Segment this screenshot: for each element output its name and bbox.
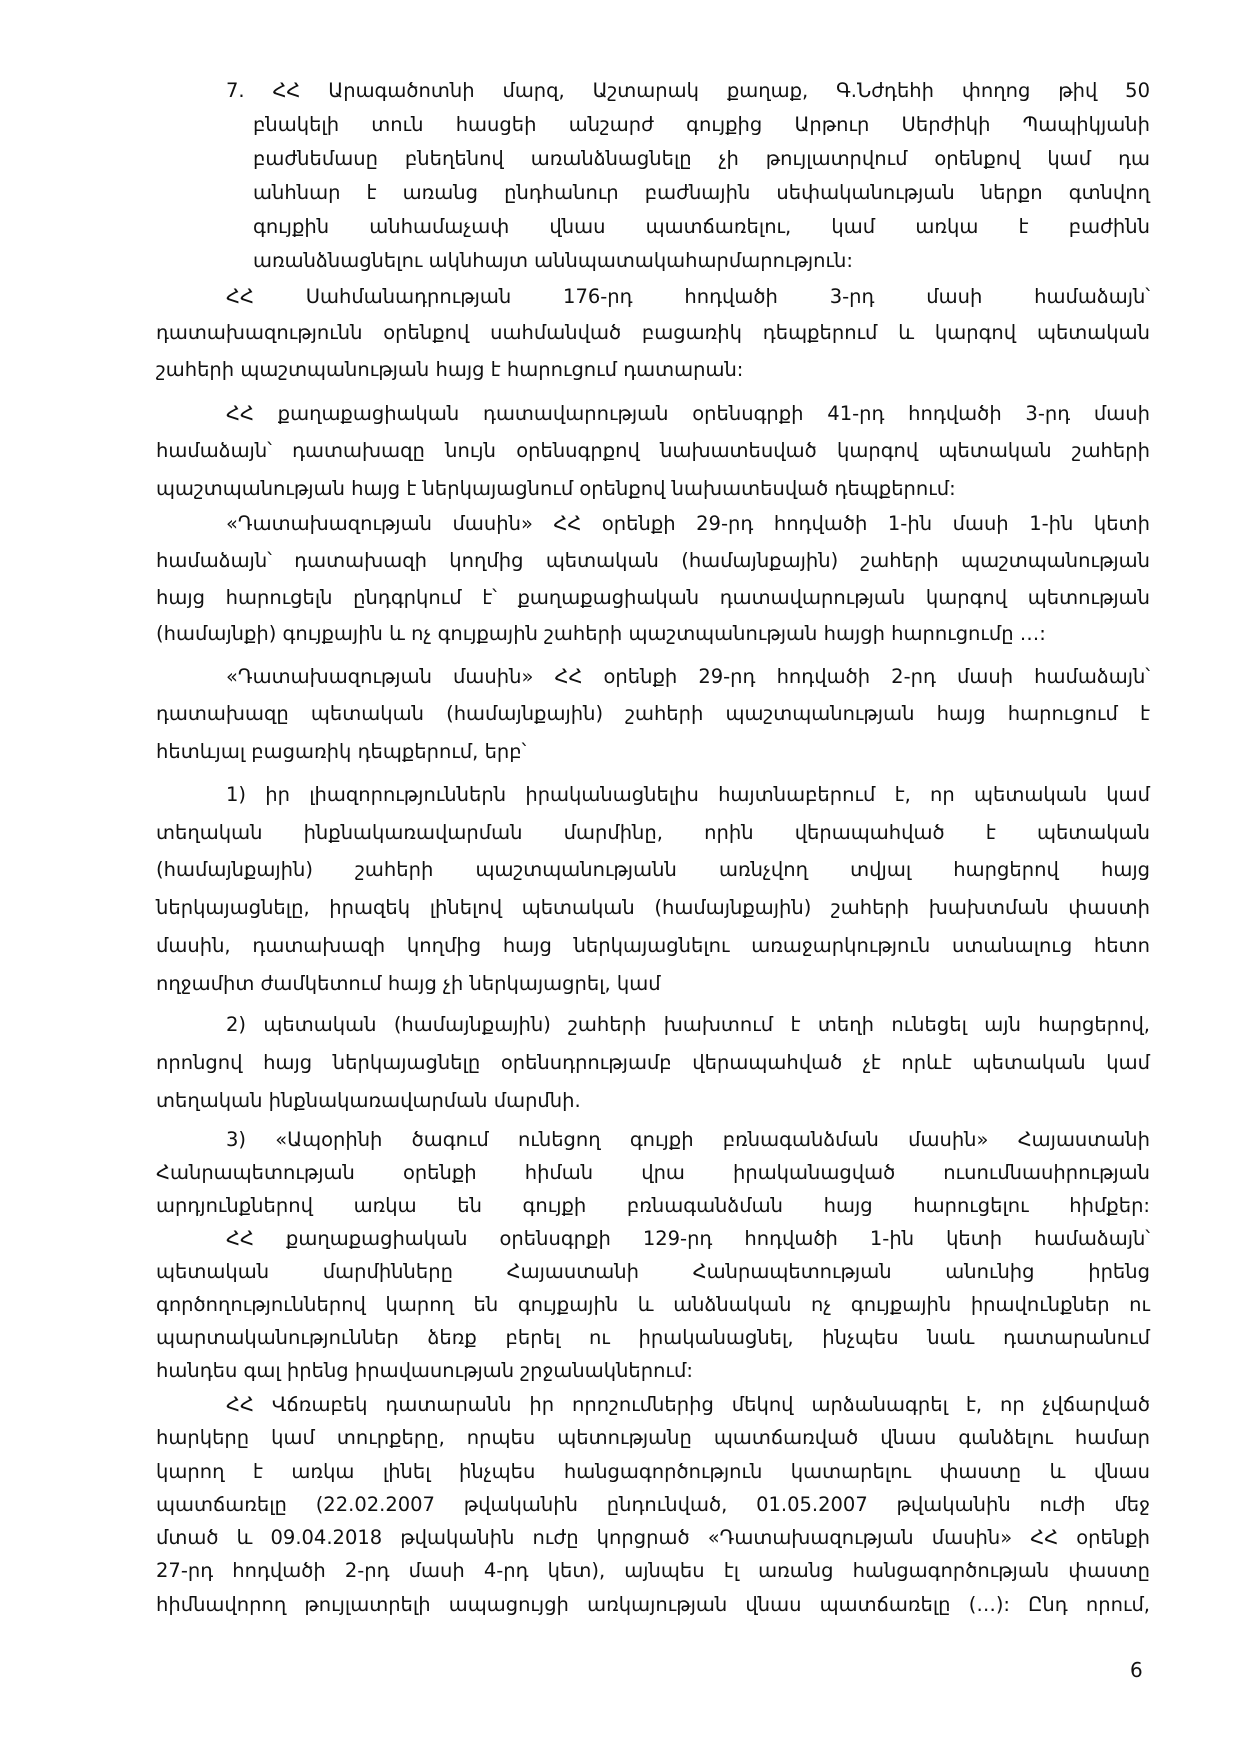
text-line: շահերի պաշտպանության հայց է հարուցում դատարան: (156, 357, 744, 381)
paragraph (156, 395, 1150, 507)
text-line: պաշտպանության հայց է ներկայացնում օրենքով նախատեսված դեպքերում: (156, 476, 956, 500)
text-line: ներկայացնելը, իրազեկ լինելով պետական (համայնքային) շահերի խախտման փաստի (156, 896, 1150, 920)
text-line: գործողություններով կարող են գույքային և անձնական ոչ գույքային իրավունքներ ու (156, 1292, 1150, 1316)
paragraph (156, 1388, 1150, 1621)
text-line: բնակելի տուն հասցեի անշարժ գույքից Արթուր Սերժիկի Պապիկյանի (253, 113, 1150, 136)
text-line: համաձայն՝ դատախազի կողմից պետական (համայնքային) շահերի պաշտպանության (156, 548, 1150, 572)
text-line: ՀՀ Սահմանադրության 176-րդ հոդվածի 3-րդ մասի համաձայն՝ (226, 285, 1150, 308)
paragraph (156, 1124, 1150, 1223)
text-line: հիմնավորող թույլատրելի ապացույցի առկայության վնաս պատճառելը (…): Ընդ որում, (156, 1592, 1150, 1616)
paragraph (156, 658, 1150, 770)
text-line: ՀՀ քաղաքացիական օրենսգրքի 129-րդ հոդվածի 1-ին կետի համաձայն՝ (226, 1227, 1150, 1250)
paragraph-item-7 (156, 74, 1150, 278)
text-line: համաձայն՝ դատախազը նույն օրենսգրքով նախատեսված կարգով պետական շահերի (156, 439, 1150, 463)
paragraph (156, 776, 1150, 1002)
text-line: «Դատախազության մասին» ՀՀ օրենքի 29-րդ հոդվածի 1-ին մասի 1-ին կետի (226, 512, 1150, 535)
text-line: (համայնքային) շահերի պաշտպանությանն առնչվող տվյալ հարցերով հայց (156, 858, 1150, 882)
text-line: որոնցով հայց ներկայացնելը օրենսդրությամբ վերապահված չէ որևէ պետական կամ (156, 1050, 1150, 1074)
paragraph (156, 1223, 1150, 1388)
text-line: 7. ՀՀ Արագածոտնի մարզ, Աշտարակ քաղաք, Գ.Նժդեհի փողոց թիվ 50 (226, 79, 1150, 102)
text-line: ողջամիտ ժամկետում հայց չի ներկայացրել, կամ (156, 971, 661, 995)
page-number: 6 (1130, 1658, 1143, 1682)
text-line: հայց հարուցելն ընդգրկում է՝ քաղաքացիական դատավարության կարգով պետության (156, 585, 1150, 609)
text-line: պարտականություններ ձեռք բերել ու իրականացնել, ինչպես նաև դատարանում (156, 1325, 1150, 1349)
text-line: հետևյալ բացառիկ դեպքերում, երբ՝ (156, 739, 527, 763)
text-line: պատճառելը (22.02.2007 թվականին ընդունված, 01.05.2007 թվականին ուժի մեջ (156, 1492, 1150, 1516)
text-line: հանդես գալ իրենց իրավասության շրջանակներում: (156, 1358, 693, 1382)
text-line: դատախազը պետական (համայնքային) շահերի պաշտպանության հայց հարուցում է (156, 702, 1150, 726)
text-line: անհնար է առանց ընդհանուր բաժնային սեփականության ներքո գտնվող (253, 181, 1150, 204)
text-line: գույքին անհամաչափ վնաս պատճառելու, կամ առկա է բաժինն (253, 215, 1150, 238)
text-line: «Դատախազության մասին» ՀՀ օրենքի 29-րդ հոդվածի 2-րդ մասի համաձայն՝ (226, 665, 1150, 688)
text-line: 2) պետական (համայնքային) շահերի խախտում է տեղի ունեցել այն հարցերով, (226, 1013, 1150, 1036)
text-line: (համայնքի) գույքային և ոչ գույքային շահերի պաշտպանության հայցի հարուցումը …: (156, 622, 1046, 646)
text-line: արդյունքներով առկա են գույքի բռնագանձման հայց հարուցելու հիմքեր: (156, 1193, 1150, 1217)
text-line: տեղական ինքնակառավարման մարմնի. (156, 1088, 581, 1112)
text-line: 3) «Ապօրինի ծագում ունեցող գույքի բռնագանձման մասին» Հայաստանի (226, 1128, 1150, 1151)
text-line: տեղական ինքնակառավարման մարմինը, որին վերապահված է պետական (156, 820, 1150, 844)
text-line: ՀՀ քաղաքացիական դատավարության օրենսգրքի 41-րդ հոդվածի 3-րդ մասի (226, 402, 1150, 425)
text-line: հարկերը կամ տուրքերը, որպես պետությանը պատճառված վնաս գանձելու համար (156, 1426, 1150, 1450)
text-line: մասին, դատախազի կողմից հայց ներկայացնելու առաջարկություն ստանալուց հետո (156, 933, 1150, 957)
text-line: 27-րդ հոդվածի 2-րդ մասի 4-րդ կետ), այնպես էլ առանց հանցագործության փաստը (156, 1559, 1150, 1583)
paragraph (156, 279, 1150, 388)
text-line: Հանրապետության օրենքի հիման վրա իրականացված ուսումնասիրության (156, 1160, 1150, 1184)
text-line: ՀՀ Վճռաբեկ դատարանն իր որոշումներից մեկով արձանագրել է, որ չվճարված (226, 1393, 1150, 1416)
text-line: կարող է առկա լինել ինչպես հանցագործություն կատարելու փաստը և վնաս (156, 1459, 1150, 1483)
paragraph (156, 506, 1150, 653)
text-line: պետական մարմինները Հայաստանի Հանրապետության անունից իրենց (156, 1259, 1150, 1283)
text-line: դատախազությունն օրենքով սահմանված բացառիկ դեպքերում և կարգով պետական (156, 321, 1150, 345)
text-line: մտած և 09.04.2018 թվականին ուժը կորցրած «Դատախազության մասին» ՀՀ օրենքի (156, 1526, 1150, 1550)
text-line: առանձնացնելու ակնհայտ աննպատակահարմարություն: (253, 249, 853, 272)
text-line: բաժնեմասը բնեղենով առանձնացնելը չի թույլատրվում օրենքով կամ դա (253, 147, 1150, 170)
paragraph (156, 1006, 1150, 1120)
text-line: 1) իր լիազորություններն իրականացնելիս հայտնաբերում է, որ պետական կամ (226, 783, 1150, 806)
